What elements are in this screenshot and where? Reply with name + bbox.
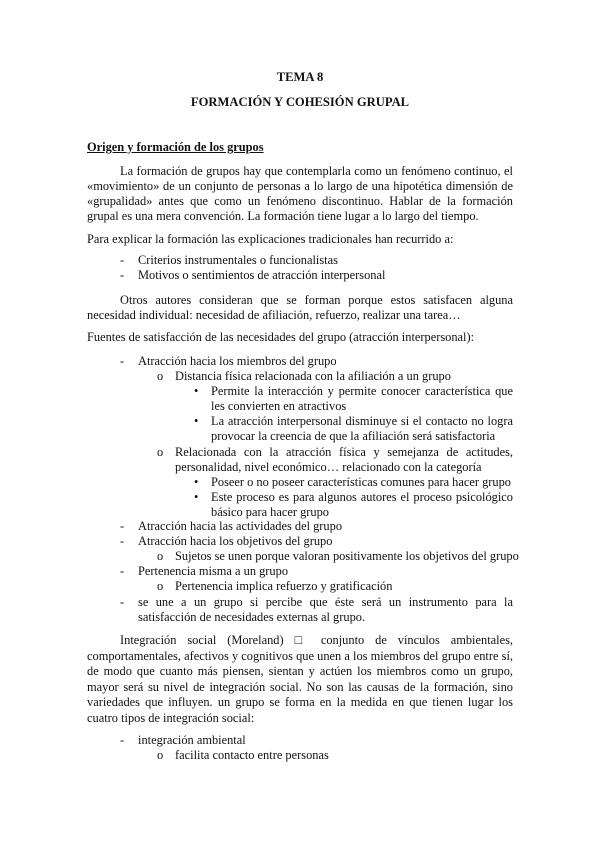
list-item-text: Pertenencia implica refuerzo y gratificación <box>175 579 393 593</box>
list-item-text: La atracción interpersonal disminuye si el contacto no logra provocar la creencia de que la afiliación será satisfactoria <box>211 414 513 443</box>
dash-marker: - <box>120 253 125 267</box>
dash-marker: - <box>120 354 125 368</box>
circle-marker: o <box>157 445 164 459</box>
bullet-marker: • <box>194 384 199 398</box>
bullet-marker: • <box>194 490 199 504</box>
list-item-text: Atracción hacia los miembros del grupo <box>138 354 337 368</box>
dash-marker: - <box>120 268 125 282</box>
list-item-text: Atracción hacia los objetivos del grupo <box>138 534 333 548</box>
list-item-text: Relacionada con la atracción física y semejanza de actitudes, personalidad, nivel económico… relacionado con la categoría <box>175 445 513 474</box>
dash-marker: - <box>120 519 125 533</box>
paragraph-formation: La formación de grupos hay que contemplarla como un fenómeno continuo, el «movimiento» de un conjunto de personas a lo largo de una hipotética dimensión de «grupalidad» antes que como un fenómeno discontinuo. Hablar de la formación grupal es una mera convención. La formación tiene lugar a lo largo del tiempo. <box>87 164 513 223</box>
circle-marker: o <box>157 549 164 563</box>
list-item-text: Pertenencia misma a un grupo <box>138 564 289 578</box>
paragraph-social-integration: Integración social (Moreland) □ conjunto de vínculos ambientales, comportamentales, afectivos y cognitivos que unen a los miembros del grupo entre sí, de modo que cuanto más piensen, sientan y actúen los miembros como un grupo, mayor será su nivel de integración social. No son las causas de la formación, sino variedades que influyen. un grupo se forma en la medida en que tienen lugar los cuatro tipos de integración social: <box>87 633 513 725</box>
theme-label: TEMA 8 <box>276 70 324 84</box>
list-item-text: Sujetos se unen porque valoran positivamente los objetivos del grupo <box>175 549 519 563</box>
list-item-text: se une a un grupo si percibe que éste será un instrumento para la satisfacción de necesidades externas al grupo. <box>138 595 513 624</box>
dash-marker: - <box>120 534 125 548</box>
paragraph-traditional-intro: Para explicar la formación las explicaciones tradicionales han recurrido a: <box>87 232 454 246</box>
list-item-text: Permite la interacción y permite conocer característica que les convierten en atractivos <box>211 384 513 413</box>
paragraph-sources-intro: Fuentes de satisfacción de las necesidades del grupo (atracción interpersonal): <box>87 330 475 344</box>
paragraph-other-authors: Otros autores consideran que se forman porque estos satisfacen alguna necesidad individual: necesidad de afiliación, refuerzo, realizar una tarea… <box>87 293 513 322</box>
circle-marker: o <box>157 579 164 593</box>
bullet-marker: • <box>194 475 199 489</box>
list-item-text: Criterios instrumentales o funcionalistas <box>138 253 338 267</box>
circle-marker: o <box>157 748 164 762</box>
dash-marker: - <box>120 733 125 747</box>
dash-marker: - <box>120 595 125 609</box>
dash-marker: - <box>120 564 125 578</box>
bullet-marker: • <box>194 414 199 428</box>
list-item-text: Motivos o sentimientos de atracción interpersonal <box>138 268 386 282</box>
section-heading: Origen y formación de los grupos <box>87 140 264 154</box>
page-title: FORMACIÓN Y COHESIÓN GRUPAL <box>190 95 410 109</box>
list-item-text: integración ambiental <box>138 733 246 747</box>
list-item-text: Atracción hacia las actividades del grupo <box>138 519 343 533</box>
list-item-text: facilita contacto entre personas <box>175 748 329 762</box>
list-item-text: Poseer o no poseer características comunes para hacer grupo <box>211 475 511 489</box>
list-item-text: Distancia física relacionada con la afiliación a un grupo <box>175 369 451 383</box>
list-item-text: Este proceso es para algunos autores el proceso psicológico básico para hacer grupo <box>211 490 513 519</box>
circle-marker: o <box>157 369 164 383</box>
